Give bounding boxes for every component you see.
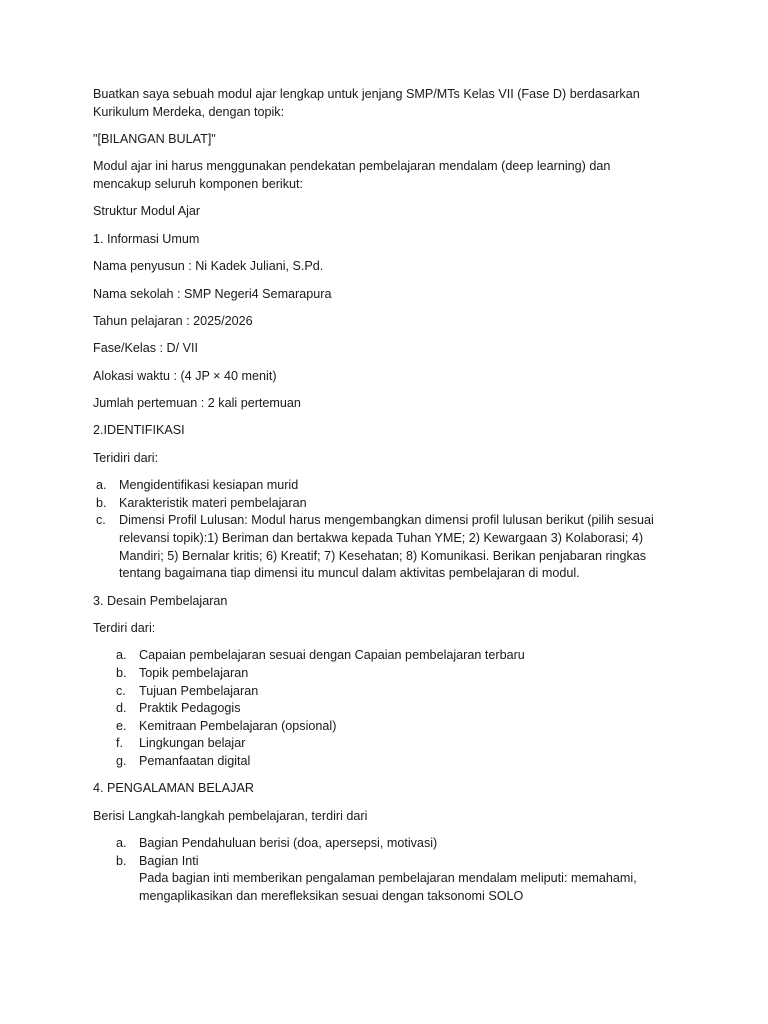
- section4-list: [93, 835, 683, 905]
- list-marker: g.: [116, 753, 127, 768]
- list-marker: f.: [116, 736, 123, 751]
- list-item: [93, 700, 683, 718]
- section3-intro: Terdiri dari:: [93, 621, 156, 636]
- list-item: [93, 683, 683, 701]
- list-marker: e.: [116, 718, 127, 733]
- section2-intro: Teridiri dari:: [93, 450, 159, 465]
- list-item-text: relevansi topik):1) Beriman dan bertakwa kepada Tuhan YME; 2) Kewargaan 3) Kolaborasi; 4): [119, 531, 644, 546]
- list-item-text: Lingkungan belajar: [139, 736, 246, 751]
- field-author: Nama penyusun : Ni Kadek Juliani, S.Pd.: [93, 259, 324, 274]
- field-time-allocation: Alokasi waktu : (4 JP × 40 menit): [93, 368, 277, 383]
- list-item-text: Bagian Inti: [139, 853, 199, 868]
- list-item-text: Karakteristik materi pembelajaran: [119, 495, 307, 510]
- section1-heading: 1. Informasi Umum: [93, 231, 200, 246]
- intro-paragraph: [93, 86, 683, 121]
- section2-heading: 2.IDENTIFIKASI: [93, 423, 185, 438]
- list-item: [93, 495, 683, 513]
- list-item-text: Bagian Pendahuluan berisi (doa, apersepsi, motivasi): [139, 836, 438, 851]
- section3-list: [93, 647, 683, 770]
- field-phase-class: Fase/Kelas : D/ VII: [93, 341, 198, 356]
- list-item: [93, 647, 683, 665]
- list-item-text: Kemitraan Pembelajaran (opsional): [139, 718, 337, 733]
- list-item-text: Mengidentifikasi kesiapan murid: [119, 478, 299, 493]
- approach-paragraph: [93, 158, 683, 193]
- list-marker: a.: [116, 648, 127, 663]
- list-marker: c.: [116, 683, 126, 698]
- list-marker: b.: [96, 495, 107, 510]
- list-marker: c.: [96, 513, 106, 528]
- list-item: [93, 718, 683, 736]
- list-marker: b.: [116, 666, 127, 680]
- topic-line: "[BILANGAN BULAT]": [93, 131, 216, 146]
- list-marker: d.: [116, 701, 127, 716]
- section4-heading: 4. PENGALAMAN BELAJAR: [93, 781, 254, 796]
- list-item: [93, 735, 683, 753]
- field-meetings: Jumlah pertemuan : 2 kali pertemuan: [93, 396, 301, 411]
- list-item: [93, 753, 683, 771]
- list-marker: a.: [116, 836, 127, 851]
- list-item-text: Capaian pembelajaran sesuai dengan Capaian pembelajaran terbaru: [139, 648, 525, 663]
- structure-title: Struktur Modul Ajar: [93, 204, 201, 219]
- section4-intro: Berisi Langkah-langkah pembelajaran, terdiri dari: [93, 808, 368, 823]
- list-item-detail: mengaplikasikan dan merefleksikan sesuai dengan taksonomi SOLO: [139, 888, 524, 903]
- list-item: [93, 835, 683, 853]
- list-item-text: Praktik Pedagogis: [139, 701, 241, 716]
- list-item-detail: Pada bagian inti memberikan pengalaman pembelajaran mendalam meliputi: memahami,: [139, 871, 637, 886]
- list-marker: a.: [96, 478, 107, 493]
- list-item: [93, 512, 683, 582]
- list-item-text: Tujuan Pembelajaran: [139, 683, 259, 698]
- list-item-text: Pemanfaatan digital: [139, 753, 251, 768]
- document-body: [93, 86, 683, 915]
- field-school: Nama sekolah : SMP Negeri4 Semarapura: [93, 286, 332, 301]
- list-item-text: Mandiri; 5) Bernalar kritis; 6) Kreatif; 7) Kesehatan; 8) Komunikasi. Berikan penjabaran ringkas: [119, 548, 647, 563]
- approach-line: mencakup seluruh komponen berikut:: [93, 176, 304, 191]
- intro-line: Kurikulum Merdeka, dengan topik:: [93, 104, 285, 119]
- field-year: Tahun pelajaran : 2025/2026: [93, 313, 253, 328]
- section3-heading: 3. Desain Pembelajaran: [93, 593, 228, 608]
- list-item-text: Topik pembelajaran: [139, 666, 249, 680]
- list-item: [93, 853, 683, 906]
- intro-line: Buatkan saya sebuah modul ajar lengkap untuk jenjang SMP/MTs Kelas VII (Fase D) berdasarkan: [93, 87, 640, 101]
- approach-line: Modul ajar ini harus menggunakan pendekatan pembelajaran mendalam (deep learning) dan: [93, 159, 611, 174]
- list-item-text: Dimensi Profil Lulusan: Modul harus mengembangkan dimensi profil lulusan berikut (pilih sesuai: [119, 513, 654, 528]
- list-item-text: tentang bagaimana tiap dimensi itu muncul dalam aktivitas pembelajaran di modul.: [119, 566, 580, 581]
- section2-list: [93, 477, 683, 583]
- list-item: [93, 477, 683, 495]
- list-marker: b.: [116, 853, 127, 868]
- list-item: [93, 665, 683, 683]
